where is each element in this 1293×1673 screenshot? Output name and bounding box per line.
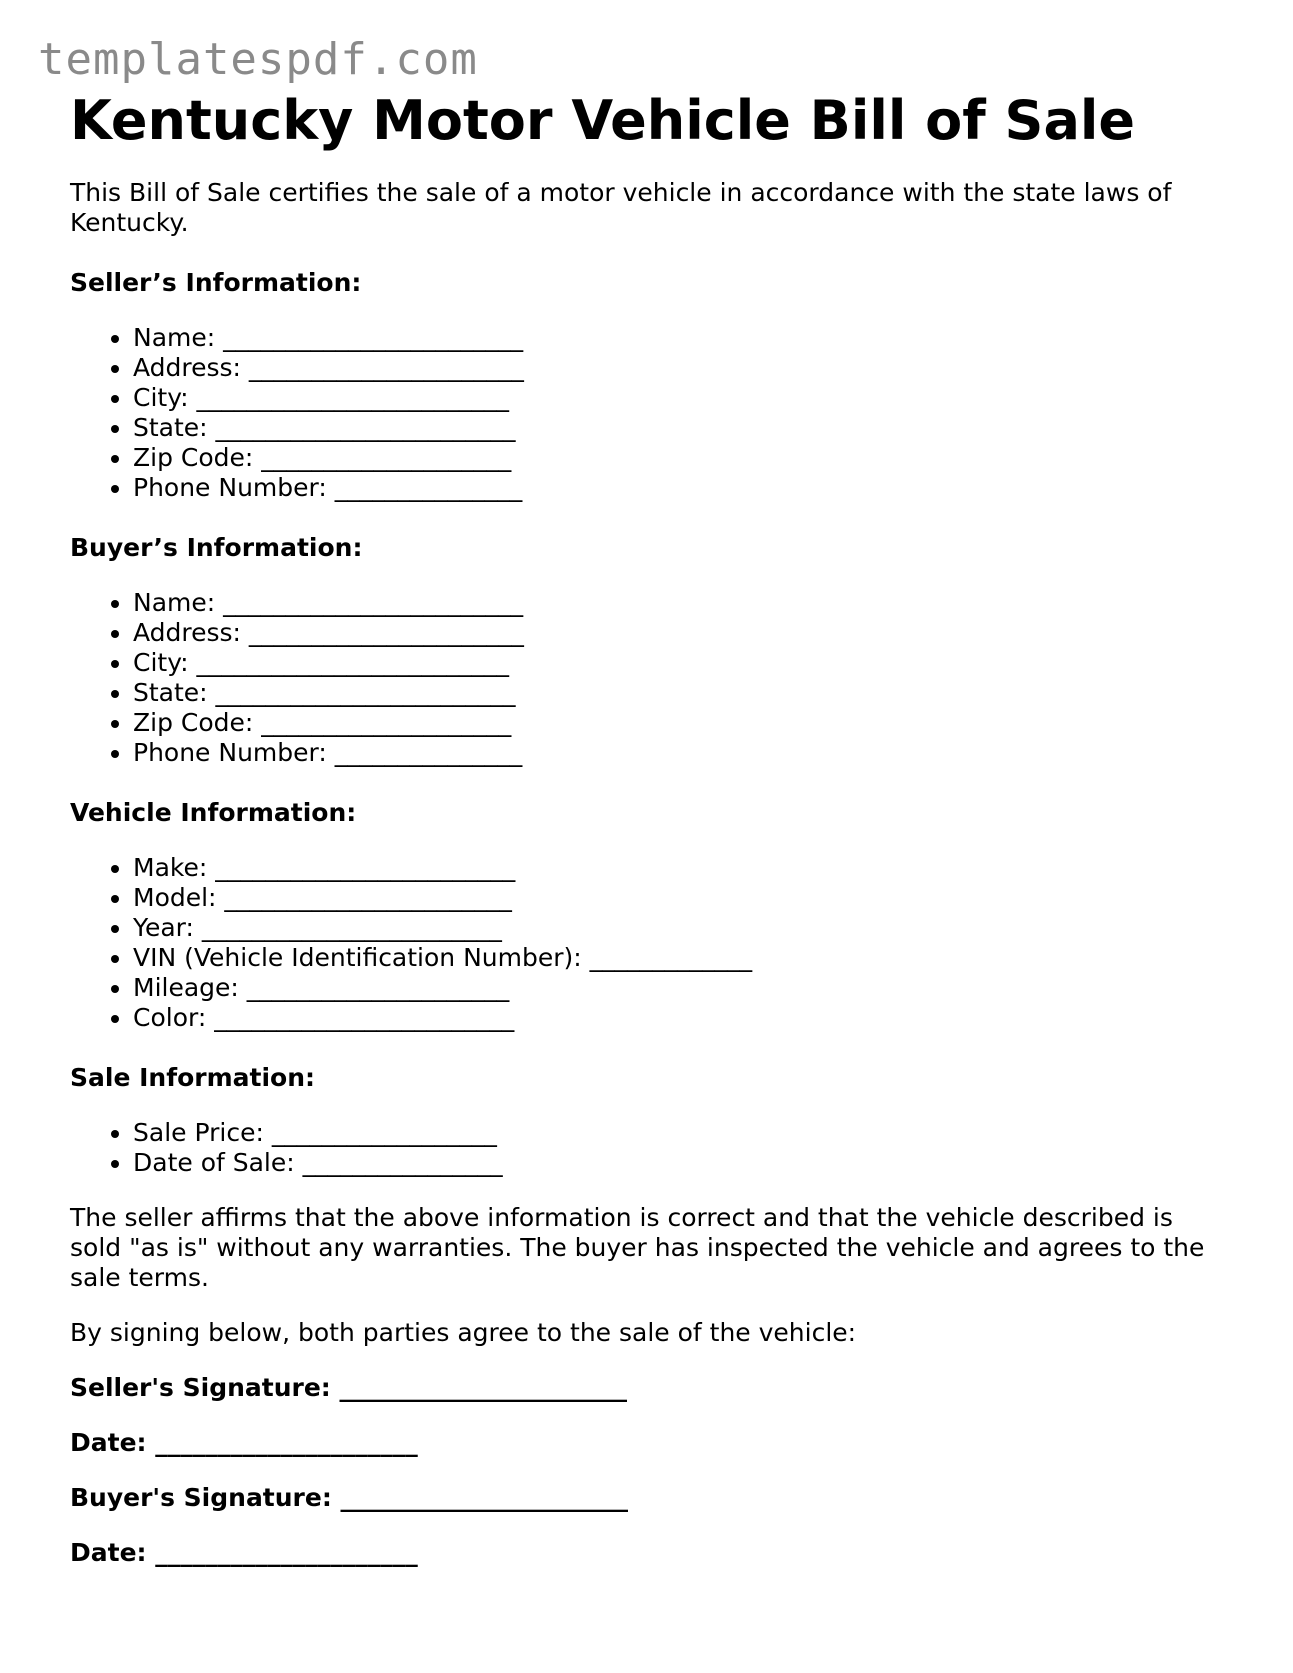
watermark: templatespdf.com (38, 34, 478, 85)
document-title: Kentucky Motor Vehicle Bill of Sale (70, 89, 1136, 152)
affirmation-paragraph: The seller affirms that the above information is correct and that the vehicle described is sold "as is" without any warranties. The buyer has inspected the vehicle and agrees to the sale terms. (70, 1203, 1205, 1292)
seller-field-list (70, 323, 1230, 503)
vehicle-mileage-field[interactable]: • Mileage: _____________________ (133, 973, 1230, 1003)
buyer-phone-field[interactable]: • Phone Number: _______________ (133, 738, 1230, 768)
buyer-address-field[interactable]: • Address: ______________________ (133, 618, 1230, 648)
vehicle-section-heading: Vehicle Information: (70, 798, 357, 827)
seller-city-field[interactable]: • City: _________________________ (133, 383, 1230, 413)
vehicle-year-field[interactable]: • Year: ________________________ (133, 913, 1230, 943)
seller-date-line[interactable]: Date: _____________________ (70, 1428, 418, 1457)
seller-phone-field[interactable]: • Phone Number: _______________ (133, 473, 1230, 503)
buyer-date-line[interactable]: Date: _____________________ (70, 1538, 418, 1567)
sale-date-field[interactable]: • Date of Sale: ________________ (133, 1148, 1230, 1178)
buyer-field-list (70, 588, 1230, 768)
seller-section-heading: Seller’s Information: (70, 268, 362, 297)
vehicle-field-list (70, 853, 1230, 1033)
sale-section-heading: Sale Information: (70, 1063, 315, 1092)
seller-address-field[interactable]: • Address: ______________________ (133, 353, 1230, 383)
bill-of-sale-document (70, 88, 1230, 1568)
buyer-city-field[interactable]: • City: _________________________ (133, 648, 1230, 678)
buyer-signature-line[interactable]: Buyer's Signature: _______________________ (70, 1483, 629, 1512)
buyer-state-field[interactable]: • State: ________________________ (133, 678, 1230, 708)
buyer-name-field[interactable]: • Name: ________________________ (133, 588, 1230, 618)
vehicle-make-field[interactable]: • Make: ________________________ (133, 853, 1230, 883)
seller-zip-field[interactable]: • Zip Code: ____________________ (133, 443, 1230, 473)
vehicle-model-field[interactable]: • Model: _______________________ (133, 883, 1230, 913)
vehicle-color-field[interactable]: • Color: ________________________ (133, 1003, 1230, 1033)
buyer-zip-field[interactable]: • Zip Code: ____________________ (133, 708, 1230, 738)
seller-state-field[interactable]: • State: ________________________ (133, 413, 1230, 443)
seller-signature-line[interactable]: Seller's Signature: _______________________ (70, 1373, 627, 1402)
intro-paragraph: This Bill of Sale certifies the sale of a motor vehicle in accordance with the state laws of Kentucky. (70, 178, 1172, 237)
vehicle-vin-field[interactable]: • VIN (Vehicle Identification Number): _____________ (133, 943, 1230, 973)
buyer-section-heading: Buyer’s Information: (70, 533, 363, 562)
seller-name-field[interactable]: • Name: ________________________ (133, 323, 1230, 353)
sale-field-list (70, 1118, 1230, 1178)
sale-price-field[interactable]: • Sale Price: __________________ (133, 1118, 1230, 1148)
agreement-paragraph: By signing below, both parties agree to the sale of the vehicle: (70, 1318, 857, 1347)
